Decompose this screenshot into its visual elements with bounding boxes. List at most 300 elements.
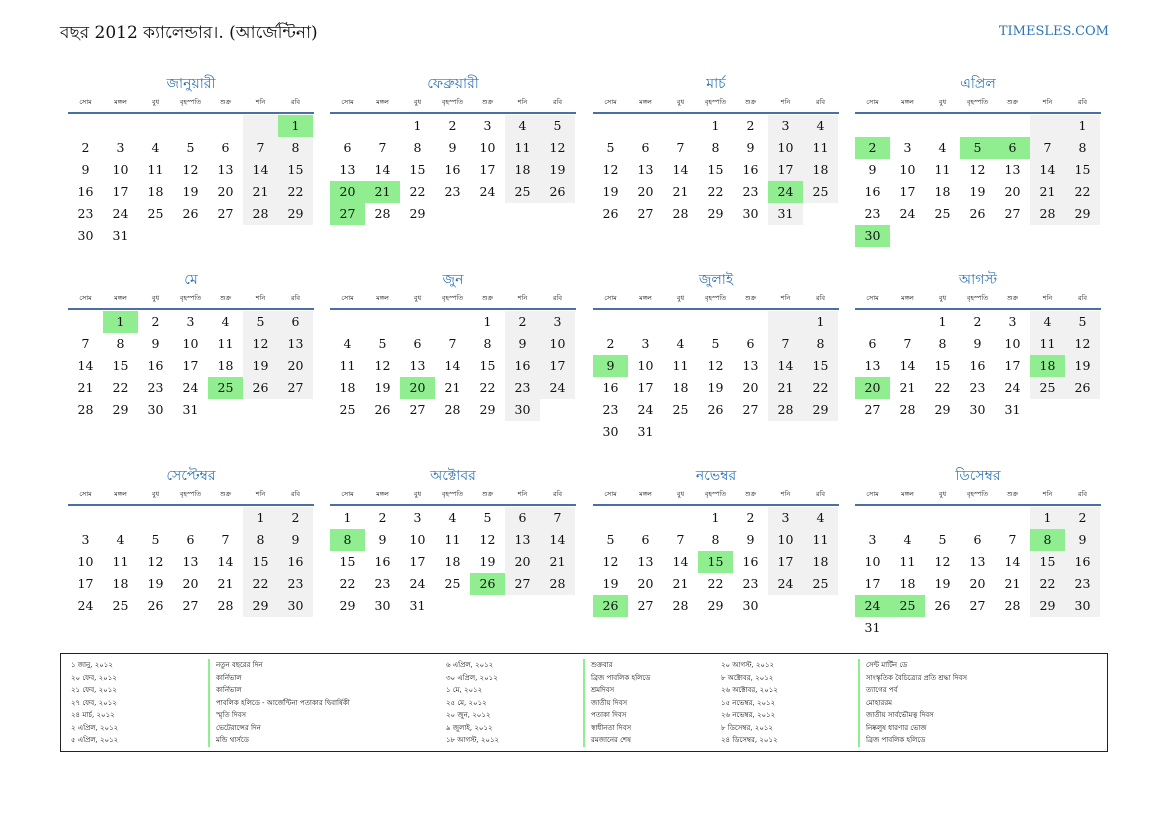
- day-cell: 23: [374, 576, 391, 591]
- day-cell: 6: [278, 311, 313, 333]
- day-cell: 29: [1030, 595, 1065, 617]
- day-cell: 14: [1030, 159, 1065, 181]
- day-cell: 14: [217, 554, 234, 569]
- month-title: নভেম্বর: [695, 468, 737, 484]
- day-cell: 28: [77, 402, 94, 417]
- day-cell: 18: [803, 551, 838, 573]
- empty-cell: [855, 311, 890, 333]
- day-cell: 19: [707, 380, 724, 395]
- weekday-header: [330, 96, 576, 114]
- day-cell: 27: [969, 598, 986, 613]
- day-cell: 19: [374, 380, 391, 395]
- weekday-label: রবি: [815, 490, 826, 498]
- empty-cell: [663, 115, 698, 137]
- holiday-day-cell: 24: [768, 181, 803, 203]
- day-cell: 1: [243, 507, 278, 529]
- day-cell: 17: [77, 576, 94, 591]
- day-cell: 7: [243, 137, 278, 159]
- holiday-date: ২০ আগস্ট, ২০১২: [721, 661, 775, 669]
- month-block: [330, 74, 576, 225]
- day-cell: 25: [444, 576, 461, 591]
- weekday-label: বৃহস্পতি: [441, 98, 464, 106]
- day-cell: 11: [803, 137, 838, 159]
- weekday-label: সোম: [79, 490, 92, 498]
- day-cell: 7: [540, 507, 575, 529]
- weekday-header: [68, 96, 314, 114]
- day-cell: 8: [116, 336, 125, 351]
- day-cell: 15: [243, 551, 278, 573]
- day-grid: [593, 115, 839, 225]
- holiday-day-cell: 1: [278, 115, 313, 137]
- day-cell: 12: [969, 162, 986, 177]
- weekday-label: বুধ: [676, 490, 685, 498]
- weekday-label: মঙ্গল: [376, 294, 389, 302]
- day-cell: 10: [182, 336, 199, 351]
- holiday-day-cell: 20: [330, 181, 365, 203]
- holiday-name: ব্রিজ পাবলিক হলিডে: [858, 734, 1086, 747]
- day-cell: 16: [742, 554, 759, 569]
- empty-cell: [68, 507, 103, 529]
- holiday-day-cell: 1: [103, 311, 138, 333]
- day-cell: 3: [641, 336, 650, 351]
- day-cell: 28: [672, 206, 689, 221]
- day-cell: 21: [243, 181, 278, 203]
- holiday-name: কার্নিভাল: [208, 684, 436, 697]
- day-cell: 18: [444, 554, 461, 569]
- day-cell: 22: [1030, 573, 1065, 595]
- day-cell: 5: [1065, 311, 1100, 333]
- empty-cell: [68, 115, 103, 137]
- weekday-label: বৃহস্পতি: [704, 490, 727, 498]
- day-cell: 5: [606, 532, 615, 547]
- holiday-name: কার্নিভাল: [208, 672, 436, 685]
- holiday-day-cell: 6: [995, 137, 1030, 159]
- month-title: ডিসেম্বর: [955, 468, 1001, 484]
- day-cell: 17: [864, 576, 881, 591]
- month-block: [330, 466, 576, 617]
- day-cell: 7: [81, 336, 90, 351]
- day-cell: 18: [934, 184, 951, 199]
- empty-cell: [663, 311, 698, 333]
- day-cell: 30: [742, 598, 759, 613]
- empty-cell: [925, 115, 960, 137]
- day-cell: 17: [409, 554, 426, 569]
- weekday-label: শুক্র: [1006, 490, 1019, 498]
- weekday-header: [855, 488, 1101, 506]
- day-cell: 8: [243, 529, 278, 551]
- day-cell: 31: [112, 228, 129, 243]
- day-cell: 31: [1004, 402, 1021, 417]
- holiday-day-cell: 24: [855, 595, 890, 617]
- day-cell: 16: [147, 358, 164, 373]
- empty-cell: [208, 115, 243, 137]
- day-cell: 23: [1065, 573, 1100, 595]
- day-cell: 10: [112, 162, 129, 177]
- holiday-name: শ্রমদিবস: [583, 684, 811, 697]
- day-cell: 7: [221, 532, 230, 547]
- day-cell: 13: [969, 554, 986, 569]
- holiday-date: ১৫ নভেম্বর, ২০১২: [721, 698, 776, 707]
- holiday-day-cell: 26: [593, 595, 628, 617]
- day-cell: 12: [147, 554, 164, 569]
- day-cell: 5: [378, 336, 387, 351]
- day-cell: 14: [77, 358, 94, 373]
- day-cell: 3: [868, 532, 877, 547]
- day-cell: 18: [217, 358, 234, 373]
- day-cell: 30: [374, 598, 391, 613]
- day-cell: 17: [899, 184, 916, 199]
- weekday-label: মঙ্গল: [901, 98, 914, 106]
- day-cell: 13: [864, 358, 881, 373]
- holiday-date: ২ এপ্রিল, ২০১২: [71, 723, 119, 732]
- day-cell: 6: [186, 532, 195, 547]
- day-cell: 27: [637, 598, 654, 613]
- day-cell: 21: [540, 551, 575, 573]
- holiday-name: নিষ্কলুষ ধারণার ভোজ: [858, 722, 1086, 735]
- day-cell: 4: [343, 336, 352, 351]
- day-cell: 20: [969, 576, 986, 591]
- holiday-name: সাংস্কৃতিক বৈচিত্র্যের প্রতি শ্রদ্ধা দিবস: [858, 672, 1086, 685]
- day-cell: 13: [637, 554, 654, 569]
- holiday-date: ১৮ আগস্ট, ২০১২: [446, 736, 500, 744]
- day-cell: 29: [479, 402, 496, 417]
- weekday-label: সোম: [79, 294, 92, 302]
- day-grid: [593, 507, 839, 617]
- weekday-label: রবি: [1077, 490, 1088, 498]
- day-cell: 16: [444, 162, 461, 177]
- day-cell: 24: [479, 184, 496, 199]
- day-cell: 11: [934, 162, 951, 177]
- day-cell: 11: [899, 554, 916, 569]
- weekday-header: [330, 488, 576, 506]
- day-cell: 9: [973, 336, 982, 351]
- day-cell: 15: [1030, 551, 1065, 573]
- day-cell: 23: [864, 206, 881, 221]
- day-cell: 16: [969, 358, 986, 373]
- holiday-date: ৬ এপ্রিল, ২০১২: [446, 661, 494, 669]
- weekday-label: মঙ্গল: [639, 294, 652, 302]
- day-cell: 18: [672, 380, 689, 395]
- holiday-date: ১ জানু, ২০১২: [71, 661, 113, 669]
- weekday-label: শুক্র: [744, 490, 757, 498]
- day-cell: 12: [540, 137, 575, 159]
- day-cell: 26: [243, 377, 278, 399]
- weekday-label: শুক্র: [219, 490, 232, 498]
- day-cell: 12: [934, 554, 951, 569]
- legend-row: [71, 734, 436, 747]
- holiday-name: সেন্ট মার্টিন ডে: [858, 659, 1086, 672]
- day-cell: 23: [505, 377, 540, 399]
- weekday-label: সোম: [341, 294, 354, 302]
- day-cell: 26: [602, 206, 619, 221]
- day-cell: 8: [711, 140, 720, 155]
- day-cell: 8: [413, 140, 422, 155]
- legend-row: [721, 697, 1086, 710]
- holiday-day-cell: 2: [855, 137, 890, 159]
- weekday-label: বৃহস্পতি: [966, 98, 989, 106]
- month-block: [593, 270, 839, 443]
- holiday-name: নতুন বছরের দিন: [208, 659, 436, 672]
- weekday-label: শুক্র: [481, 98, 494, 106]
- day-cell: 11: [803, 529, 838, 551]
- empty-cell: [995, 507, 1030, 529]
- day-cell: 26: [540, 181, 575, 203]
- empty-cell: [890, 311, 925, 333]
- day-cell: 4: [938, 140, 947, 155]
- day-cell: 15: [934, 358, 951, 373]
- holiday-name: ভেটেরান্সের দিন: [208, 722, 436, 735]
- day-cell: 16: [374, 554, 391, 569]
- day-cell: 31: [409, 598, 426, 613]
- day-cell: 10: [768, 529, 803, 551]
- day-cell: 14: [540, 529, 575, 551]
- day-cell: 16: [505, 355, 540, 377]
- day-cell: 29: [278, 203, 313, 225]
- day-cell: 10: [768, 137, 803, 159]
- day-cell: 30: [147, 402, 164, 417]
- day-cell: 20: [505, 551, 540, 573]
- holiday-legend: [60, 653, 1108, 752]
- day-cell: 14: [1004, 554, 1021, 569]
- weekday-label: সোম: [341, 490, 354, 498]
- empty-cell: [733, 311, 768, 333]
- empty-cell: [1030, 115, 1065, 137]
- day-cell: 18: [899, 576, 916, 591]
- day-cell: 22: [339, 576, 356, 591]
- day-cell: 12: [602, 554, 619, 569]
- holiday-day-cell: 30: [855, 225, 890, 247]
- weekday-label: শনি: [1042, 98, 1053, 106]
- day-cell: 21: [1030, 181, 1065, 203]
- weekday-label: বুধ: [413, 294, 422, 302]
- empty-cell: [628, 115, 663, 137]
- day-cell: 20: [637, 184, 654, 199]
- day-cell: 22: [1065, 181, 1100, 203]
- day-cell: 9: [448, 140, 457, 155]
- day-cell: 16: [77, 184, 94, 199]
- day-cell: 31: [864, 620, 881, 635]
- day-cell: 25: [934, 206, 951, 221]
- holiday-day-cell: 25: [890, 595, 925, 617]
- site-link[interactable]: TIMESLES.COM: [998, 24, 1109, 39]
- day-cell: 16: [1065, 551, 1100, 573]
- day-cell: 27: [409, 402, 426, 417]
- legend-row: [721, 734, 1086, 747]
- day-cell: 24: [182, 380, 199, 395]
- day-cell: 20: [182, 576, 199, 591]
- empty-cell: [768, 311, 803, 333]
- legend-row: [71, 697, 436, 710]
- empty-cell: [400, 311, 435, 333]
- weekday-label: সোম: [866, 98, 879, 106]
- weekday-label: বুধ: [151, 490, 160, 498]
- day-cell: 12: [243, 333, 278, 355]
- day-cell: 1: [483, 314, 492, 329]
- day-cell: 21: [672, 576, 689, 591]
- day-cell: 31: [637, 424, 654, 439]
- day-cell: 13: [1004, 162, 1021, 177]
- day-cell: 30: [278, 595, 313, 617]
- day-cell: 26: [707, 402, 724, 417]
- day-cell: 5: [483, 510, 492, 525]
- empty-cell: [435, 311, 470, 333]
- day-cell: 13: [409, 358, 426, 373]
- holiday-day-cell: 18: [1030, 355, 1065, 377]
- day-cell: 28: [444, 402, 461, 417]
- day-cell: 29: [707, 598, 724, 613]
- day-grid: [855, 115, 1101, 247]
- legend-column: [71, 659, 436, 747]
- legend-row: [71, 672, 436, 685]
- page-title: বছর 2012 ক্যালেন্ডার।. (আর্জেন্টিনা): [60, 23, 318, 43]
- empty-cell: [960, 507, 995, 529]
- day-cell: 27: [505, 573, 540, 595]
- legend-row: [721, 684, 1086, 697]
- day-cell: 3: [1008, 314, 1017, 329]
- weekday-label: বুধ: [938, 294, 947, 302]
- weekday-label: সোম: [866, 490, 879, 498]
- weekday-label: বৃহস্পতি: [966, 294, 989, 302]
- day-cell: 14: [374, 162, 391, 177]
- empty-cell: [890, 115, 925, 137]
- day-cell: 3: [540, 311, 575, 333]
- day-cell: 21: [899, 380, 916, 395]
- day-cell: 17: [637, 380, 654, 395]
- day-cell: 16: [602, 380, 619, 395]
- day-cell: 27: [742, 402, 759, 417]
- day-cell: 27: [637, 206, 654, 221]
- day-cell: 6: [641, 532, 650, 547]
- day-cell: 22: [803, 377, 838, 399]
- day-cell: 21: [217, 576, 234, 591]
- weekday-label: রবি: [552, 98, 563, 106]
- day-cell: 5: [243, 311, 278, 333]
- day-cell: 17: [540, 355, 575, 377]
- day-cell: 13: [505, 529, 540, 551]
- day-cell: 21: [77, 380, 94, 395]
- day-cell: 22: [278, 181, 313, 203]
- day-cell: 23: [444, 184, 461, 199]
- day-cell: 22: [243, 573, 278, 595]
- day-cell: 18: [112, 576, 129, 591]
- day-grid: [68, 507, 314, 617]
- weekday-label: শুক্র: [744, 294, 757, 302]
- empty-cell: [995, 115, 1030, 137]
- weekday-label: রবি: [552, 294, 563, 302]
- day-cell: 22: [112, 380, 129, 395]
- day-cell: 28: [672, 598, 689, 613]
- day-cell: 20: [742, 380, 759, 395]
- day-cell: 6: [413, 336, 422, 351]
- holiday-date: ৮ ডিসেম্বর, ২০১২: [721, 723, 773, 732]
- day-cell: 9: [505, 333, 540, 355]
- day-cell: 5: [186, 140, 195, 155]
- day-cell: 4: [1030, 311, 1065, 333]
- day-cell: 28: [1030, 203, 1065, 225]
- day-cell: 22: [707, 184, 724, 199]
- day-cell: 21: [672, 184, 689, 199]
- weekday-header: [68, 488, 314, 506]
- day-cell: 1: [343, 510, 352, 525]
- legend-row: [721, 659, 1086, 672]
- day-cell: 25: [112, 598, 129, 613]
- day-cell: 9: [278, 529, 313, 551]
- weekday-header: [855, 292, 1101, 310]
- weekday-label: রবি: [290, 294, 301, 302]
- day-cell: 25: [672, 402, 689, 417]
- day-cell: 13: [278, 333, 313, 355]
- month-title: মে: [184, 272, 198, 288]
- empty-cell: [663, 507, 698, 529]
- day-cell: 21: [1004, 576, 1021, 591]
- legend-row: [71, 722, 436, 735]
- day-cell: 20: [217, 184, 234, 199]
- empty-cell: [855, 507, 890, 529]
- day-cell: 30: [505, 399, 540, 421]
- weekday-label: শুক্র: [1006, 294, 1019, 302]
- day-cell: 17: [479, 162, 496, 177]
- day-cell: 11: [339, 358, 356, 373]
- day-cell: 12: [374, 358, 391, 373]
- holiday-date: ২০ জুন, ২০১২: [446, 711, 491, 719]
- weekday-header: [593, 488, 839, 506]
- weekday-label: মঙ্গল: [901, 294, 914, 302]
- day-cell: 14: [768, 355, 803, 377]
- day-cell: 28: [374, 206, 391, 221]
- day-cell: 11: [672, 358, 689, 373]
- day-cell: 1: [711, 510, 720, 525]
- day-cell: 26: [147, 598, 164, 613]
- day-cell: 27: [278, 377, 313, 399]
- weekday-label: বুধ: [938, 98, 947, 106]
- holiday-name: শুক্রবার: [583, 659, 811, 672]
- holiday-date: ৫ এপ্রিল, ২০১২: [71, 736, 119, 744]
- weekday-header: [68, 292, 314, 310]
- day-cell: 21: [768, 377, 803, 399]
- day-cell: 31: [768, 203, 803, 225]
- day-cell: 13: [637, 162, 654, 177]
- holiday-date: ৮ অক্টোবর, ২০১২: [721, 673, 774, 682]
- day-cell: 26: [934, 598, 951, 613]
- empty-cell: [925, 507, 960, 529]
- day-cell: 3: [413, 510, 422, 525]
- day-cell: 19: [602, 184, 619, 199]
- empty-cell: [698, 311, 733, 333]
- weekday-label: শুক্র: [481, 490, 494, 498]
- day-cell: 4: [448, 510, 457, 525]
- day-cell: 25: [505, 181, 540, 203]
- empty-cell: [960, 115, 995, 137]
- legend-row: [71, 709, 436, 722]
- weekday-label: রবি: [290, 490, 301, 498]
- weekday-header: [330, 292, 576, 310]
- day-cell: 16: [278, 551, 313, 573]
- day-cell: 15: [409, 162, 426, 177]
- day-cell: 4: [803, 115, 838, 137]
- empty-cell: [593, 115, 628, 137]
- day-cell: 8: [278, 137, 313, 159]
- month-title: আগস্ট: [958, 272, 998, 288]
- day-cell: 23: [278, 573, 313, 595]
- day-cell: 14: [444, 358, 461, 373]
- holiday-date: ১ মে, ২০১২: [446, 686, 483, 694]
- legend-row: [71, 684, 436, 697]
- holiday-day-cell: 5: [960, 137, 995, 159]
- day-cell: 18: [339, 380, 356, 395]
- weekday-label: শুক্র: [1006, 98, 1019, 106]
- holiday-date: ২১ ফেব, ২০১২: [71, 686, 117, 694]
- weekday-label: রবি: [290, 98, 301, 106]
